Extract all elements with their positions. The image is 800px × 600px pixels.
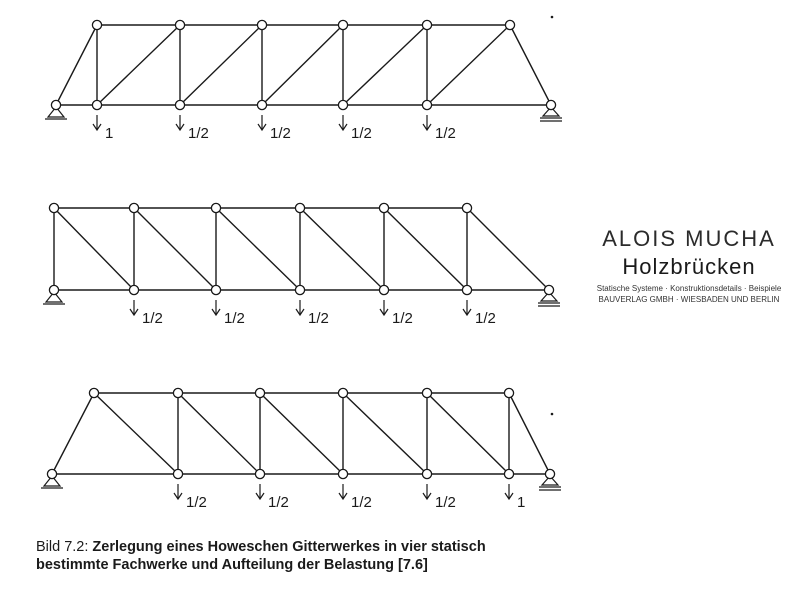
truss-node <box>338 20 347 29</box>
truss-node <box>462 285 471 294</box>
truss-loads <box>93 115 525 511</box>
load-label-truss-2: 1/2 <box>392 310 413 327</box>
truss-node <box>173 388 182 397</box>
diagonal-member <box>300 208 384 290</box>
truss-node <box>257 20 266 29</box>
truss-node <box>545 469 554 478</box>
truss-node <box>504 469 513 478</box>
diagonal-member <box>427 25 510 105</box>
truss-node <box>173 469 182 478</box>
truss-node <box>295 285 304 294</box>
diagonal-member <box>262 25 343 105</box>
truss-node <box>422 20 431 29</box>
truss-node <box>49 203 58 212</box>
load-label-truss-1: 1/2 <box>188 125 209 142</box>
truss-node <box>47 469 56 478</box>
truss-node <box>462 203 471 212</box>
truss-node <box>49 285 58 294</box>
diagonal-member <box>94 393 178 474</box>
speck-mark <box>551 413 554 416</box>
truss-node <box>257 100 266 109</box>
book-title: Holzbrücken <box>622 254 756 279</box>
truss-node <box>211 285 220 294</box>
truss-node <box>89 388 98 397</box>
end-post <box>510 25 551 105</box>
truss-node <box>129 285 138 294</box>
truss-node <box>505 20 514 29</box>
speck-mark <box>551 16 554 19</box>
caption-text-2: bestimmte Fachwerke und Aufteilung der Belastung [7.6] <box>36 557 428 573</box>
load-label-truss-2: 1/2 <box>224 310 245 327</box>
load-label-truss-3: 1/2 <box>435 494 456 511</box>
load-label-truss-2: 1/2 <box>308 310 329 327</box>
book-publisher: BAUVERLAG GMBH · WIESBADEN UND BERLIN <box>598 295 780 304</box>
load-label-truss-3: 1 <box>517 494 526 511</box>
caption-lead: Bild 7.2: <box>36 539 93 555</box>
truss-node <box>544 285 553 294</box>
diagonal-member <box>97 25 180 105</box>
load-label-truss-3: 1/2 <box>268 494 289 511</box>
load-label-truss-3: 1/2 <box>351 494 372 511</box>
truss-node <box>422 388 431 397</box>
truss-nodes <box>47 20 555 478</box>
diagonal-member <box>134 208 216 290</box>
diagonal-member <box>178 393 260 474</box>
truss-node <box>379 285 388 294</box>
truss-node <box>175 20 184 29</box>
book-reference <box>586 226 792 304</box>
book-author: ALOIS MUCHA <box>602 226 776 251</box>
truss-node <box>338 469 347 478</box>
diagonal-member <box>180 25 262 105</box>
diagonal-member <box>260 393 343 474</box>
truss-node <box>422 469 431 478</box>
truss-node <box>546 100 555 109</box>
truss-node <box>422 100 431 109</box>
diagonal-member <box>54 208 134 290</box>
caption-line-1 <box>36 538 596 556</box>
truss-node <box>92 100 101 109</box>
diagonal-member <box>216 208 300 290</box>
truss-node <box>504 388 513 397</box>
truss-members <box>52 25 551 474</box>
end-post <box>52 393 94 474</box>
diagonal-member <box>343 393 427 474</box>
load-label-truss-1: 1/2 <box>435 125 456 142</box>
truss-node <box>255 388 264 397</box>
diagonal-member <box>467 208 549 290</box>
truss-node <box>338 388 347 397</box>
end-post <box>509 393 550 474</box>
truss-node <box>211 203 220 212</box>
load-label-truss-1: 1/2 <box>351 125 372 142</box>
truss-node <box>175 100 184 109</box>
load-label-truss-3: 1/2 <box>186 494 207 511</box>
diagonal-member <box>384 208 467 290</box>
book-subtitle: Statische Systeme · Konstruktionsdetails · Beispiele <box>596 284 782 293</box>
truss-node <box>338 100 347 109</box>
load-label-truss-1: 1/2 <box>270 125 291 142</box>
load-label-truss-2: 1/2 <box>475 310 496 327</box>
truss-node <box>129 203 138 212</box>
load-label-truss-2: 1/2 <box>142 310 163 327</box>
caption-text-1: Zerlegung eines Howeschen Gitterwerkes in vier statisch <box>92 539 486 555</box>
truss-node <box>379 203 388 212</box>
end-post <box>56 25 97 105</box>
truss-node <box>255 469 264 478</box>
truss-node <box>51 100 60 109</box>
diagonal-member <box>427 393 509 474</box>
figure-caption <box>36 538 596 574</box>
diagonal-member <box>343 25 427 105</box>
truss-node <box>92 20 101 29</box>
load-label-truss-1: 1 <box>105 125 114 142</box>
truss-node <box>295 203 304 212</box>
